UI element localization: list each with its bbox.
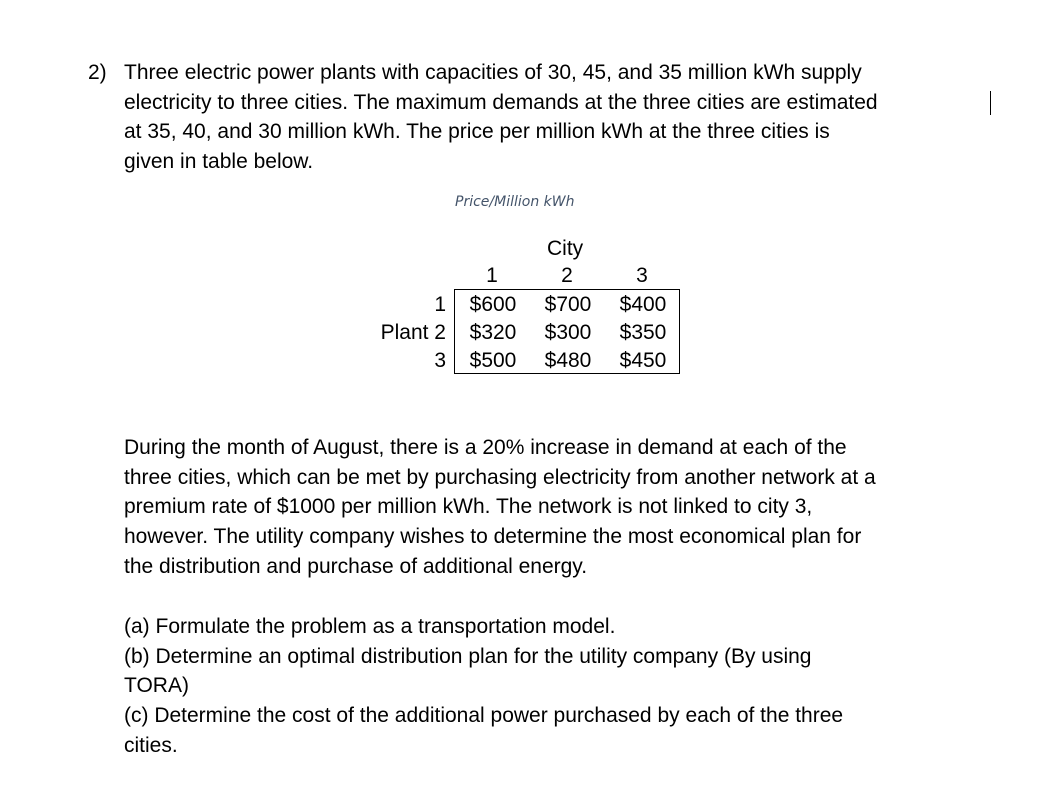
question-part-b-continued: TORA) (124, 674, 189, 698)
intro-paragraph (124, 58, 1004, 177)
price-cell: $700 (544, 293, 592, 316)
city-column-header: 2 (561, 264, 573, 287)
plant-row-labels (340, 291, 446, 375)
price-cell: $450 (619, 349, 667, 372)
august-line: three cities, which can be met by purchasing electricity from another network at a (124, 465, 876, 489)
question-part-a: (a) Formulate the problem as a transportation model. (124, 615, 616, 638)
price-cell: $600 (469, 293, 517, 316)
price-cell: $500 (469, 349, 517, 372)
price-cell: $400 (619, 293, 667, 316)
plant-row-label: 3 (434, 349, 446, 372)
question-number: 2) (88, 61, 107, 84)
august-paragraph (124, 433, 1004, 582)
text-cursor (990, 91, 991, 115)
table-caption: Price/Million kWh (455, 194, 575, 210)
city-header: City (547, 237, 584, 260)
question-part-c: (c) Determine the cost of the additional power purchased by each of the three (124, 704, 844, 728)
price-table (454, 289, 680, 374)
city-column-header: 1 (486, 264, 498, 287)
august-line: however. The utility company wishes to determine the most economical plan for (124, 525, 862, 549)
plant-row-label: Plant 2 (380, 321, 446, 344)
question-part-b: (b) Determine an optimal distribution plan for the utility company (By using (124, 644, 812, 668)
intro-line: electricity to three cities. The maximum demands at the three cities are estimated (124, 90, 878, 114)
intro-line: Three electric power plants with capacities of 30, 45, and 35 million kWh supply (124, 61, 862, 84)
question-part-c-continued: cities. (124, 733, 178, 757)
august-line: During the month of August, there is a 20% increase in demand at each of the (124, 436, 847, 459)
price-cell: $480 (544, 349, 592, 372)
intro-line: given in table below. (124, 150, 314, 174)
intro-line: at 35, 40, and 30 million kWh. The price per million kWh at the three cities is (124, 120, 830, 144)
august-line: the distribution and purchase of additional energy. (124, 554, 588, 578)
august-line: premium rate of $1000 per million kWh. The network is not linked to city 3, (124, 495, 813, 519)
city-column-header: 3 (636, 264, 648, 287)
price-cell: $320 (469, 321, 517, 344)
price-cell: $300 (544, 321, 592, 344)
price-cell: $350 (619, 321, 667, 344)
plant-row-label: 1 (434, 293, 446, 316)
question-parts (124, 612, 1004, 761)
